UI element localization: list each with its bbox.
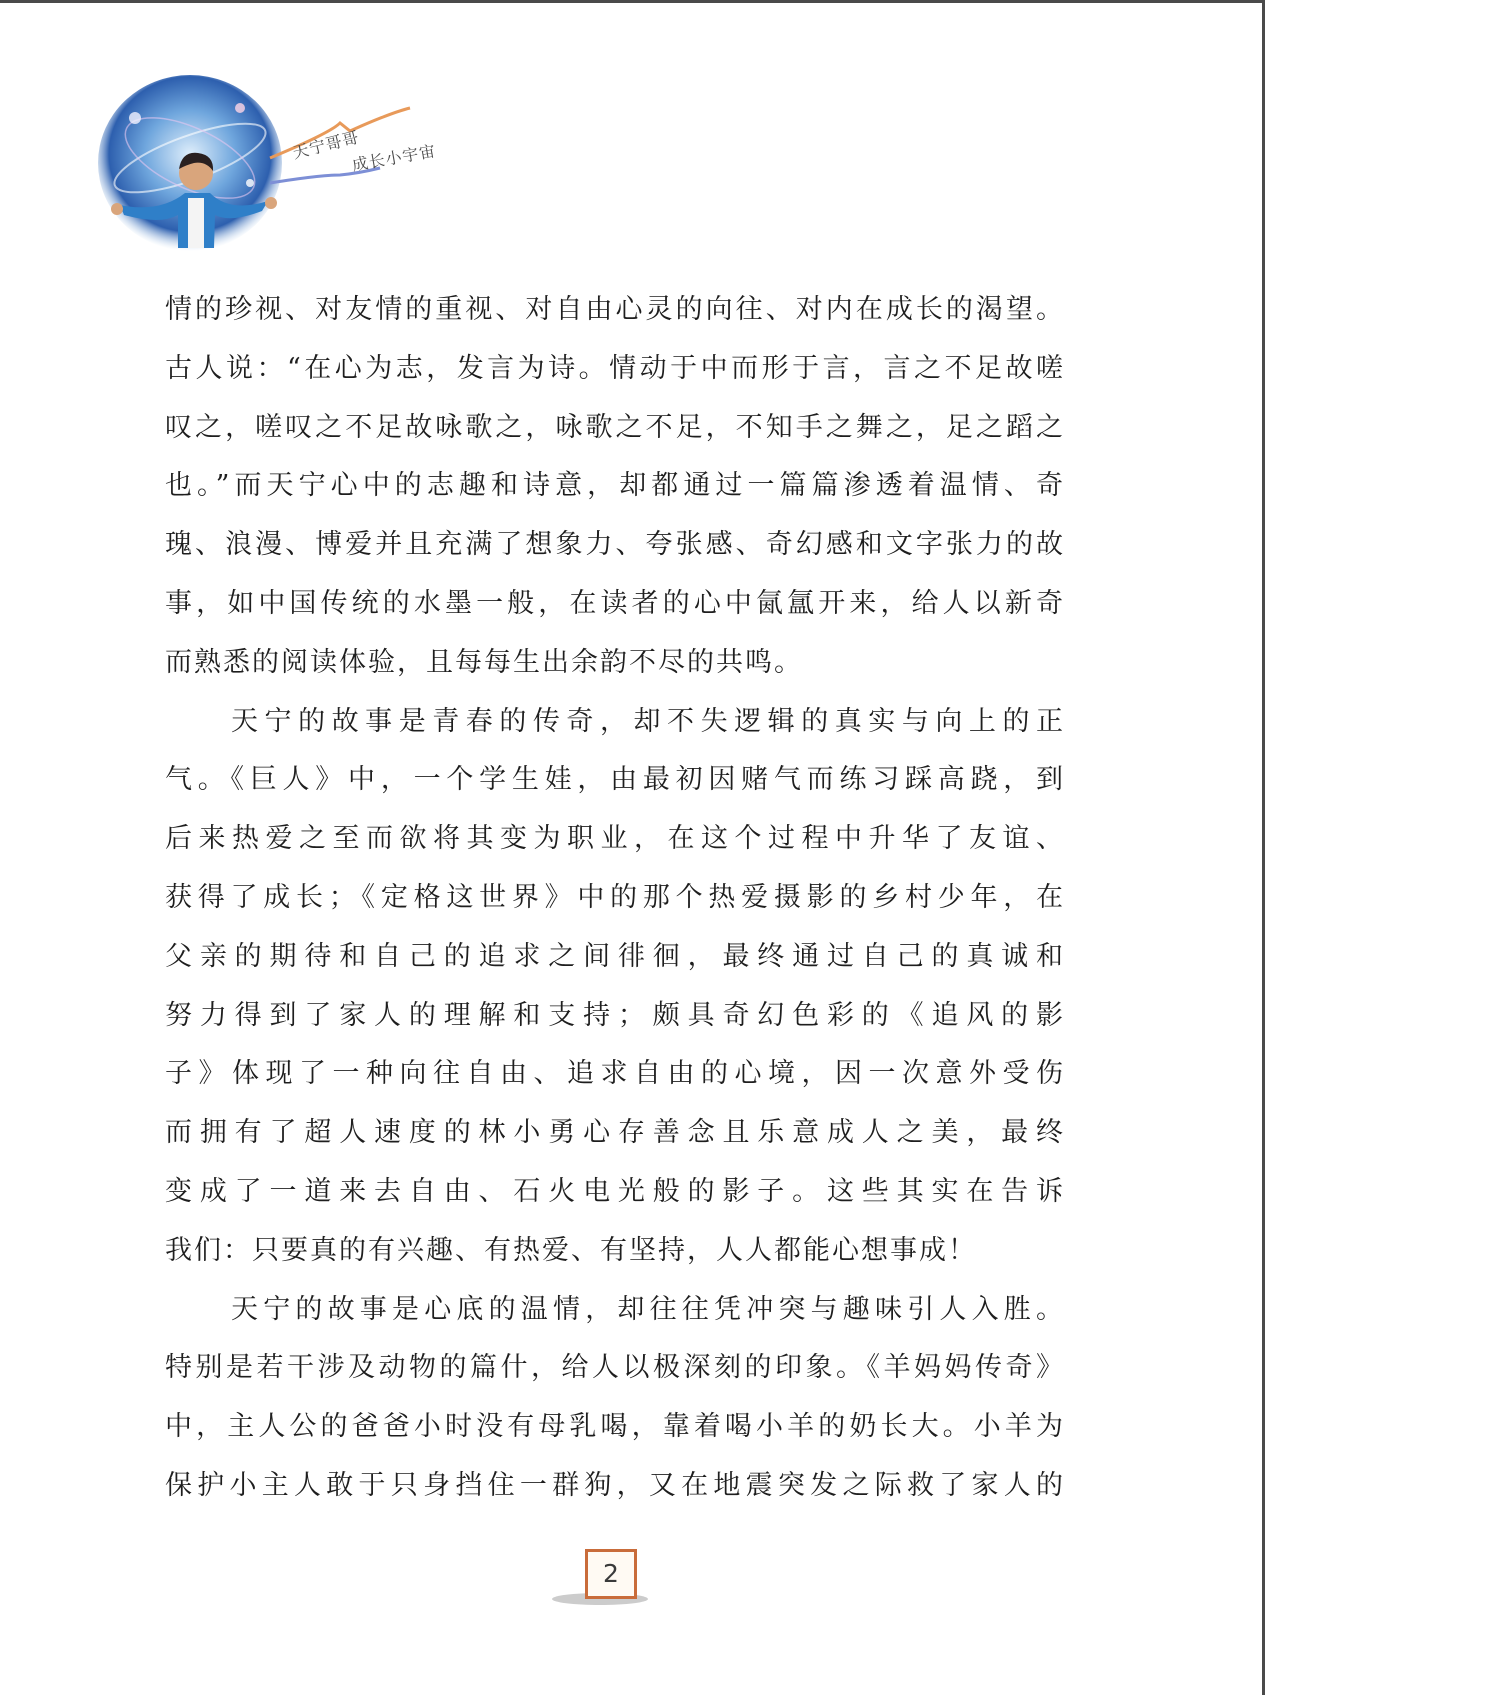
page-number-badge bbox=[550, 1543, 650, 1613]
text-line: 而熟悉的阅读体验，且每每生出余韵不尽的共鸣。 bbox=[165, 646, 803, 678]
text-line: 情的珍视、对友情的重视、对自由心灵的向往、对内在成长的渴望。 bbox=[165, 294, 1065, 325]
text-line: 天宁的故事是青春的传奇，却不失逻辑的真实与向上的正 bbox=[231, 705, 1065, 737]
body-text bbox=[165, 281, 1065, 1516]
text-line: 特别是若干涉及动物的篇什，给人以极深刻的印象。《羊妈妈传奇》 bbox=[165, 1352, 1065, 1384]
text-line: 我们：只要真的有兴趣、有热爱、有坚持，人人都能心想事成！ bbox=[165, 1234, 977, 1266]
text-line: 努力得到了家人的理解和支持；颇具奇幻色彩的《追风的影 bbox=[165, 999, 1065, 1031]
text-line: 也。”而天宁心中的志趣和诗意，却都通过一篇篇渗透着温情、奇 bbox=[165, 470, 1065, 502]
header-illustration bbox=[90, 63, 470, 273]
viewer-right-border bbox=[1262, 0, 1265, 1695]
text-line: 变成了一道来去自由、石火电光般的影子。这些其实在告诉 bbox=[165, 1175, 1065, 1207]
text-line: 叹之，嗟叹之不足故咏歌之，咏歌之不足，不知手之舞之，足之蹈之 bbox=[165, 411, 1065, 443]
text-line: 获得了成长；《定格这世界》中的那个热爱摄影的乡村少年，在 bbox=[165, 881, 1065, 913]
text-line: 父亲的期待和自己的追求之间徘徊，最终通过自己的真诚和 bbox=[165, 940, 1065, 972]
text-line: 瑰、浪漫、博爱并且充满了想象力、夸张感、奇幻感和文字张力的故 bbox=[165, 529, 1065, 561]
text-line: 天宁的故事是心底的温情，却往往凭冲突与趣味引人入胜。 bbox=[231, 1293, 1065, 1325]
text-line: 气。《巨人》中，一个学生娃，由最初因赌气而练习踩高跷，到 bbox=[165, 764, 1065, 796]
text-line: 后来热爱之至而欲将其变为职业，在这个过程中升华了友谊、 bbox=[165, 823, 1065, 855]
header-title-line-1: 天宁哥哥 bbox=[290, 127, 362, 163]
text-line: 事，如中国传统的水墨一般，在读者的心中氤氲开来，给人以新奇 bbox=[165, 587, 1065, 619]
book-page bbox=[0, 3, 1262, 1695]
text-line: 而拥有了超人速度的林小勇心存善念且乐意成人之美，最终 bbox=[165, 1117, 1065, 1149]
page-number: 2 bbox=[585, 1549, 637, 1599]
text-line: 古人说：“在心为志，发言为诗。情动于中而形于言，言之不足故嗟 bbox=[165, 352, 1065, 384]
text-line: 保护小主人敢于只身挡住一群狗，又在地震突发之际救了家人的 bbox=[165, 1469, 1065, 1501]
text-line: 子》体现了一种向往自由、追求自由的心境，因一次意外受伤 bbox=[165, 1058, 1065, 1090]
header-title-line-2: 成长小宇宙 bbox=[350, 141, 438, 175]
text-line: 中，主人公的爸爸小时没有母乳喝，靠着喝小羊的奶长大。小羊为 bbox=[165, 1411, 1065, 1443]
